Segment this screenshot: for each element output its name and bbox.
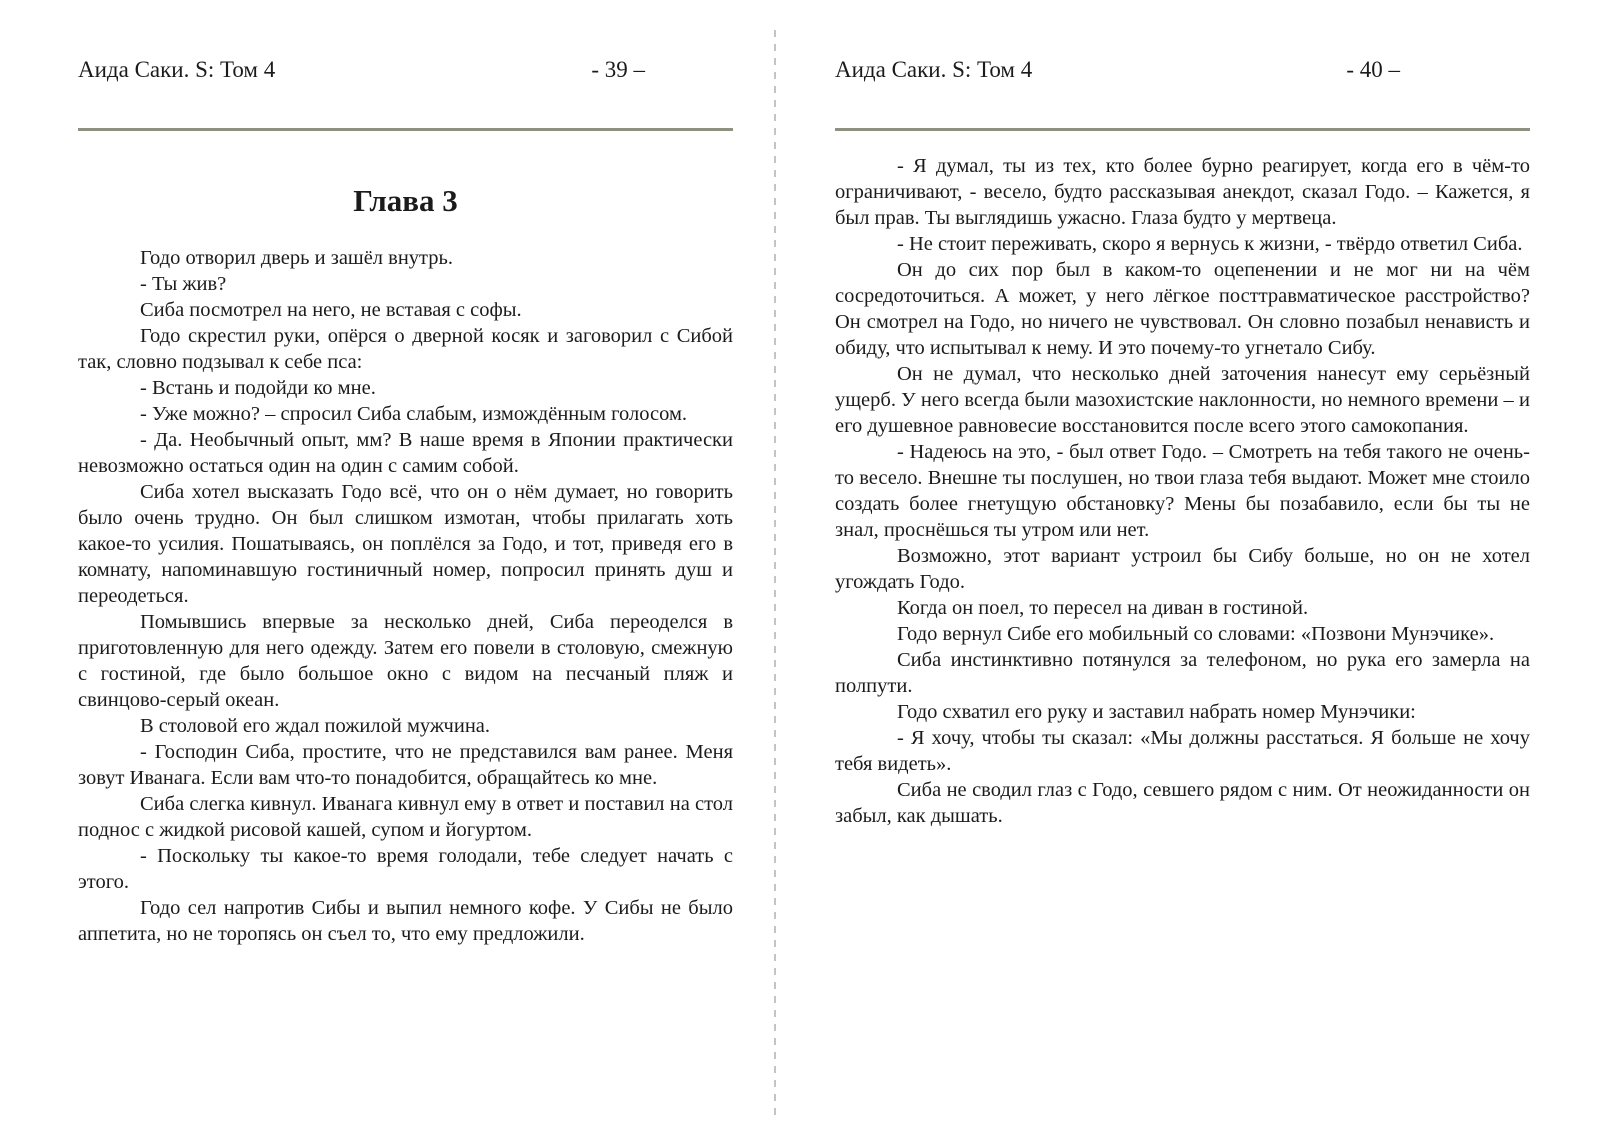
- left-page-header: [78, 56, 733, 84]
- paragraph: - Уже можно? – спросил Сиба слабым, измождённым голосом.: [140, 403, 688, 425]
- paragraph: Сиба не сводил глаз с Годо, севшего рядом с ним. От неожиданности он забыл, как дышать.: [835, 779, 1530, 827]
- left-page: [0, 0, 775, 1131]
- paragraph: Годо скрестил руки, опёрся о дверной косяк и заговорил с Сибой так, словно подзывал к себе пса:: [78, 325, 733, 373]
- paragraph: Сиба посмотрел на него, не вставая с софы.: [140, 299, 522, 321]
- paragraph: - Не стоит переживать, скоро я вернусь к жизни, - твёрдо ответил Сиба.: [897, 233, 1523, 255]
- paragraph: - Господин Сиба, простите, что не представился вам ранее. Меня зовут Иванага. Если вам что-то понадобится, обращайтесь ко мне.: [78, 741, 733, 789]
- paragraph: - Встань и подойди ко мне.: [140, 377, 376, 399]
- chapter-heading: Глава 3: [353, 183, 458, 218]
- paragraph: Он не думал, что несколько дней заточения нанесут ему серьёзный ущерб. У него всегда были мазохистские наклонности, но немного времени – и его душевное равновесие восстановится после всего этого самокопания.: [835, 363, 1530, 437]
- paragraph: Когда он поел, то пересел на диван в гостиной.: [897, 597, 1309, 619]
- paragraph: Возможно, этот вариант устроил бы Сибу больше, но он не хотел угождать Годо.: [835, 545, 1530, 593]
- running-header-title: Аида Саки. S: Том 4: [835, 57, 1033, 82]
- paragraph: - Поскольку ты какое-то время голодали, тебе следует начать с этого.: [78, 845, 733, 893]
- right-page-number: - 40 –: [1346, 57, 1400, 82]
- left-header-rule: [78, 128, 733, 131]
- paragraph: - Ты жив?: [140, 273, 227, 295]
- paragraph: Сиба хотел высказать Годо всё, что он о нём думает, но говорить было очень трудно. Он был слишком измотан, чтобы прилагать хоть какое-то усилия. Пошатываясь, он поплёлся за Годо, и тот, приведя его в комнату, напоминавшую гостиничный номер, попросил принять душ и переодеться.: [78, 481, 733, 607]
- paragraph: - Да. Необычный опыт, мм? В наше время в Японии практически невозможно остаться один на один с самим собой.: [78, 429, 733, 477]
- paragraph: - Я хочу, чтобы ты сказал: «Мы должны расстаться. Я больше не хочу тебя видеть».: [835, 727, 1530, 775]
- paragraph: - Надеюсь на это, - был ответ Годо. – Смотреть на тебя такого не очень-то весело. Внешне ты послушен, но твои глаза тебя выдают. Может мне стоило создать более гнетущую обстановку? Мены бы позабавило, если бы ты не знал, проснёшься ты утром или нет.: [835, 441, 1530, 541]
- left-page-body: [78, 245, 733, 947]
- paragraph: Годо сел напротив Сибы и выпил немного кофе. У Сибы не было аппетита, но не торопясь он съел то, что ему предложили.: [78, 897, 733, 945]
- left-page-number: - 39 –: [591, 57, 645, 82]
- running-header-title: Аида Саки. S: Том 4: [78, 57, 276, 82]
- right-page-header: [835, 56, 1530, 84]
- paragraph: Сиба слегка кивнул. Иванага кивнул ему в ответ и поставил на стол поднос с жидкой рисовой кашей, супом и йогуртом.: [78, 793, 733, 841]
- right-header-rule: [835, 128, 1530, 131]
- paragraph: Годо схватил его руку и заставил набрать номер Мунэчики:: [897, 701, 1416, 723]
- paragraph: - Я думал, ты из тех, кто более бурно реагирует, когда его в чём-то ограничивают, - весело, будто рассказывая анекдот, сказал Годо. – Кажется, я был прав. Ты выглядишь ужасно. Глаза будто у мертвеца.: [835, 155, 1530, 229]
- paragraph: Помывшись впервые за несколько дней, Сиба переоделся в приготовленную для него одежду. Затем его повели в столовую, смежную с гостиной, где было большое окно с видом на песчаный пляж и свинцово-серый океан.: [78, 611, 733, 711]
- paragraph: Годо вернул Сибе его мобильный со словами: «Позвони Мунэчике».: [897, 623, 1495, 645]
- right-page-body: [835, 153, 1530, 829]
- paragraph: Сиба инстинктивно потянулся за телефоном, но рука его замерла на полпути.: [835, 649, 1530, 697]
- paragraph: В столовой его ждал пожилой мужчина.: [140, 715, 491, 737]
- right-page: [775, 0, 1600, 1131]
- paragraph: Годо отворил дверь и зашёл внутрь.: [140, 247, 453, 269]
- paragraph: Он до сих пор был в каком-то оцепенении и не мог ни на чём сосредоточиться. А может, у него лёгкое посттравматическое расстройство? Он смотрел на Годо, но ничего не чувствовал. Он словно позабыл ненависть и обиду, что испытывал к нему. И это почему-то угнетало Сибу.: [835, 259, 1530, 359]
